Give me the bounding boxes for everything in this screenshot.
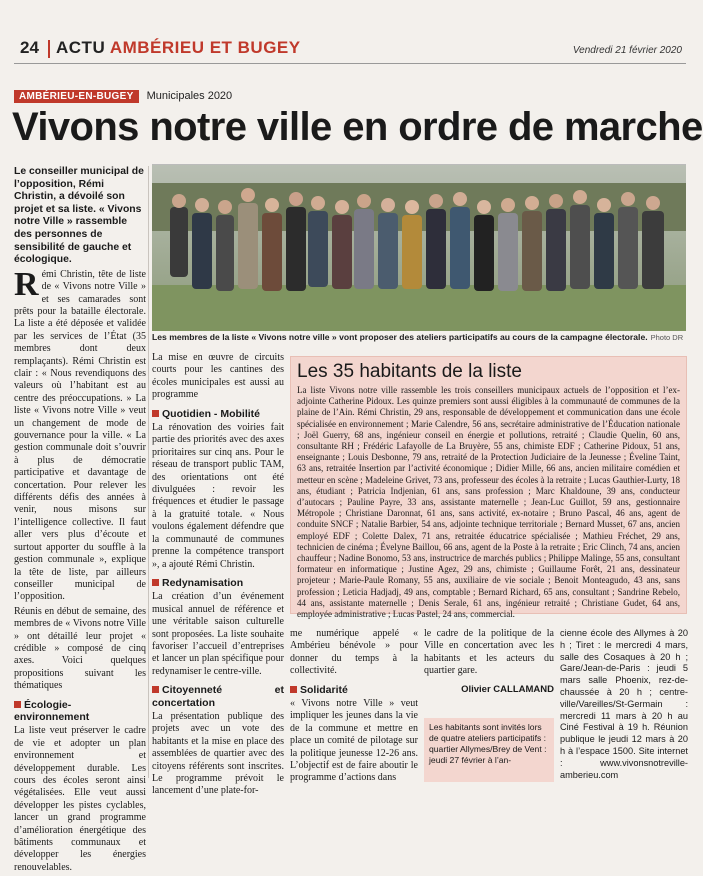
subhead-redynamisation [152, 577, 284, 589]
page-number: 24 [20, 38, 39, 57]
drop-cap: R [14, 265, 39, 303]
subhead-quotidien [152, 408, 284, 420]
column-4 [424, 628, 554, 696]
column-1 [14, 166, 146, 876]
body-paragraph: « Vivons notre Ville » veut impliquer les jeunes dans la vie de la commune et mettre en place un comité de pilotage sur la politique jeunesse 12-26 ans. L’objectif est de faire aboutir le programme d’actions dans [290, 698, 418, 784]
body-paragraph: le cadre de la politique de la Ville en concertation avec les habitants et les acteurs du quartier gare. [424, 628, 554, 677]
sidebar-box [290, 356, 687, 620]
column-3 [290, 628, 418, 787]
section-prefix: ACTU [56, 38, 106, 57]
body-paragraph: La présentation publique des projets avec un vote des habitants et la mise en place des assemblées de quartier avec des citoyens référents sont inscrites. Le programme prévoit le lancement d’une plate-for- [152, 710, 284, 797]
subhead-ecologie [14, 699, 146, 724]
section-name: AMBÉRIEU ET BUGEY [109, 38, 301, 57]
column-2 [152, 352, 284, 800]
section-title [56, 38, 301, 58]
sidebar-body: La liste Vivons notre ville rassemble les trois conseillers municipaux actuels de l’opposition et l’ex-adjointe Catherine Pidoux. Les quinze premiers sont aussi éligibles à la communauté de communes de la plaine de l’Ain. Rémi Christin, 29 ans, responsable de développement et communication dans une école spécialisée en environnement ; Marie Calendre, 56 ans, secrétaire administrative de l’Éducation nationale ; Joël Guerry, 68 ans, ingénieur conseil en énergie et pollutions, retraité ; Claudie Quelin, 60 ans, consultante RH ; Frédéric Lafayolle de La Bruyère, 55 ans, chimiste EDF ; Catherine Pidoux, 51 ans, enseignante ; Louis Desbonne, 79 ans, retraité de la Protection Judiciaire de la Jeunesse ; Éveline Taint, 63 ans, retraitée Insertion par l’activité économique ; Didier Mille, 66 ans, ancien militaire comédien et metteur en scène ; Madeleine Grivet, 73 ans, professeur des écoles à la retraite ; Lucas Gauthier-Lurty, 18 ans, étudiant ; Patricia Indjenian, 61 ans, sans profession ; Marc Khaldoune, 39 ans, conducteur d’autocars ; Pauline Payre, 33 ans, assistante maternelle ; Jean-Luc Guillot, 59 ans, gestionnaire Métropole ; Christiane Daronnat, 61 ans, sans activité, ex-notaire ; Bruno Pascal, 46 ans, agent de conduite SNCF ; Natalie Barbier, 54 ans, adjointe technique territoriale ; Bernard Musset, 67 ans, ancien employé EDF ; Colette Dalex, 71 ans, retraitée éducatrice spécialisée ; Mathieu Fréchet, 29 ans, technicien de cinéma ; Évelyne Baillou, 66 ans, agent de la Poste à la retraite ; Eric Clinch, 74 ans, ancien chauffeur ; Nadine Bonomo, 53 ans, instructrice de marchés publics ; Philippe Malinge, 55 ans, consultant formateur en informatique ; Justine Agez, 29 ans, chimiste ; Guillaume Forêt, 21 ans, dessinateur projeteur ; Marie-Paule Romany, 55 ans, auxiliaire de vie sociale ; Benoit Monteagudo, 43 ans, sans profession ; Leticia Hadjadj, 49 ans, comptable ; Bernard Richard, 65 ans, consultant ; Sandrine Rebelo, 44 ans, assistante maternelle ; Denis Serale, 61 ans, ingénieur retraité ; Christiane Gudet, 64 ans, employée administrative ; Lucas Pastel, 24 ans, commercial. [297, 385, 680, 620]
photo-credit: Photo DR [650, 333, 684, 342]
body-paragraph [14, 265, 146, 604]
publication-date: Vendredi 21 février 2020 [572, 45, 682, 56]
bullet-square-icon [152, 579, 159, 586]
subhead-citoyennete [152, 684, 284, 709]
body-paragraph: La liste veut préserver le cadre de vie et adopter un plan environnement et développement durable. Les cours des écoles seront ainsi végétalisées. Elle veut aussi développer les pistes cyclables, lancer un grand programme d’amélioration énergétique des bâtiments communaux et développer les énergies renouvelables. [14, 725, 146, 873]
info-box: Les habitants sont invités lors de quatre ateliers participatifs : quartier Allymes/Brey de Vent : jeudi 27 février à l’an- [424, 718, 554, 782]
kicker-badge: AMBÉRIEU-EN-BUGEY [14, 90, 139, 103]
group-photo-image [152, 165, 686, 331]
column-divider [148, 166, 149, 778]
subhead-text: Quotidien - Mobilité [162, 407, 260, 420]
author-signature: Olivier CALLAMAND [461, 683, 554, 695]
bullet-square-icon [152, 686, 159, 693]
subhead-text: Citoyenneté et concertation [152, 684, 284, 709]
subhead-solidarite [290, 684, 418, 696]
sidebar-title: Les 35 habitants de la liste [297, 361, 522, 382]
kicker-row [14, 86, 232, 100]
subhead-text: Solidarité [300, 683, 348, 696]
kicker-subtitle: Municipales 2020 [146, 90, 233, 102]
body-paragraph: La création d’un événement musical annuel de référence et une véritable saison culturelle sont proposées. La liste souhaite favoriser l’accueil d’entreprises et lancer un plan spécifique pour redynamiser le centre-ville. [152, 591, 284, 677]
bullet-square-icon [290, 686, 297, 693]
photo-caption [152, 332, 686, 342]
headline: Vivons notre ville en ordre de marche [12, 105, 703, 149]
body-paragraph: La mise en œuvre de circuits courts pour les cantines des écoles municipales est aussi au programme [152, 352, 284, 401]
page-header [14, 38, 686, 64]
body-paragraph: La rénovation des voiries fait partie des priorités avec des axes prioritaires sur cinq ans. Pour le réseau de transport public TAM, des orientations ont été divulguées : revoir les fréquences et étudier le passage à la gratuité totale. « Nous voulons également défendre que la communauté de communes prenne la compétence transport », a ajouté Rémi Christin. [152, 422, 284, 570]
column-5 [560, 628, 688, 783]
caption-text: Les membres de la liste « Vivons notre ville » vont proposer des ateliers participatifs au cours de la campagne électorale. [152, 332, 648, 342]
body-paragraph: Réunis en début de semaine, des membres de « Vivons notre Ville » ont détaillé leur projet « crédible » composé de cinq axes. Voici quelques propositions suivant les thématiques [14, 605, 146, 692]
group-photo [152, 164, 686, 330]
body-text: émi Christin, tête de liste de « Vivons notre Ville » et ses camarades sont prêts pour la bataille électorale. La liste a été déposée et validée par les services de l’État (35 membres dont deux remplaçants). Rémi Christin est clair : « Nous revendiquons des valeurs où l’habitant est au centre des préoccupations. » La liste « Vivons notre Ville » veut un changement de mode de gouvernance pour la ville. « La gestion communale doit s’ouvrir à plus de démocratie participative et davantage de concertation. Pour relever les différents défis des années à venir, nous misons sur l’intelligence collective. Il faut aller vers plus d’écoute et surtout apporter du souffle à la gestion communale », explique la tête de liste, par ailleurs conseiller municipal de l’opposition. [14, 268, 146, 603]
subhead-text: Écologie-environnement [14, 698, 90, 723]
header-separator [48, 40, 50, 58]
subhead-text: Redynamisation [162, 576, 244, 589]
bullet-square-icon [14, 701, 21, 708]
lead-paragraph: Le conseiller municipal de l’opposition, Rémi Christin, a dévoilé son projet et sa liste. « Vivons notre Ville » rassemble des personnes de sensibilité de gauche et écologique. [14, 166, 144, 266]
body-paragraph: me numérique appelé « Ambérieu bénévole » pour donner du temps à la collectivité. [290, 628, 418, 677]
bullet-square-icon [152, 410, 159, 417]
body-paragraph: cienne école des Allymes à 20 h ; Tiret : le mercredi 4 mars, salle des Cosaques à 20 h ; Gare/Jean-de-Paris : jeudi 5 mars salle Phoenix, rez-de-chaussée à 20 h ; centre-ville/Vareilles/St-Germain : mercredi 11 mars à 20 h au Ciné Festival à 19 h. Réunion publique le jeudi 12 mars à 20 h à l’espace 1500. Site internet : www.vivonsnotreville-amberieu.com [560, 628, 688, 780]
